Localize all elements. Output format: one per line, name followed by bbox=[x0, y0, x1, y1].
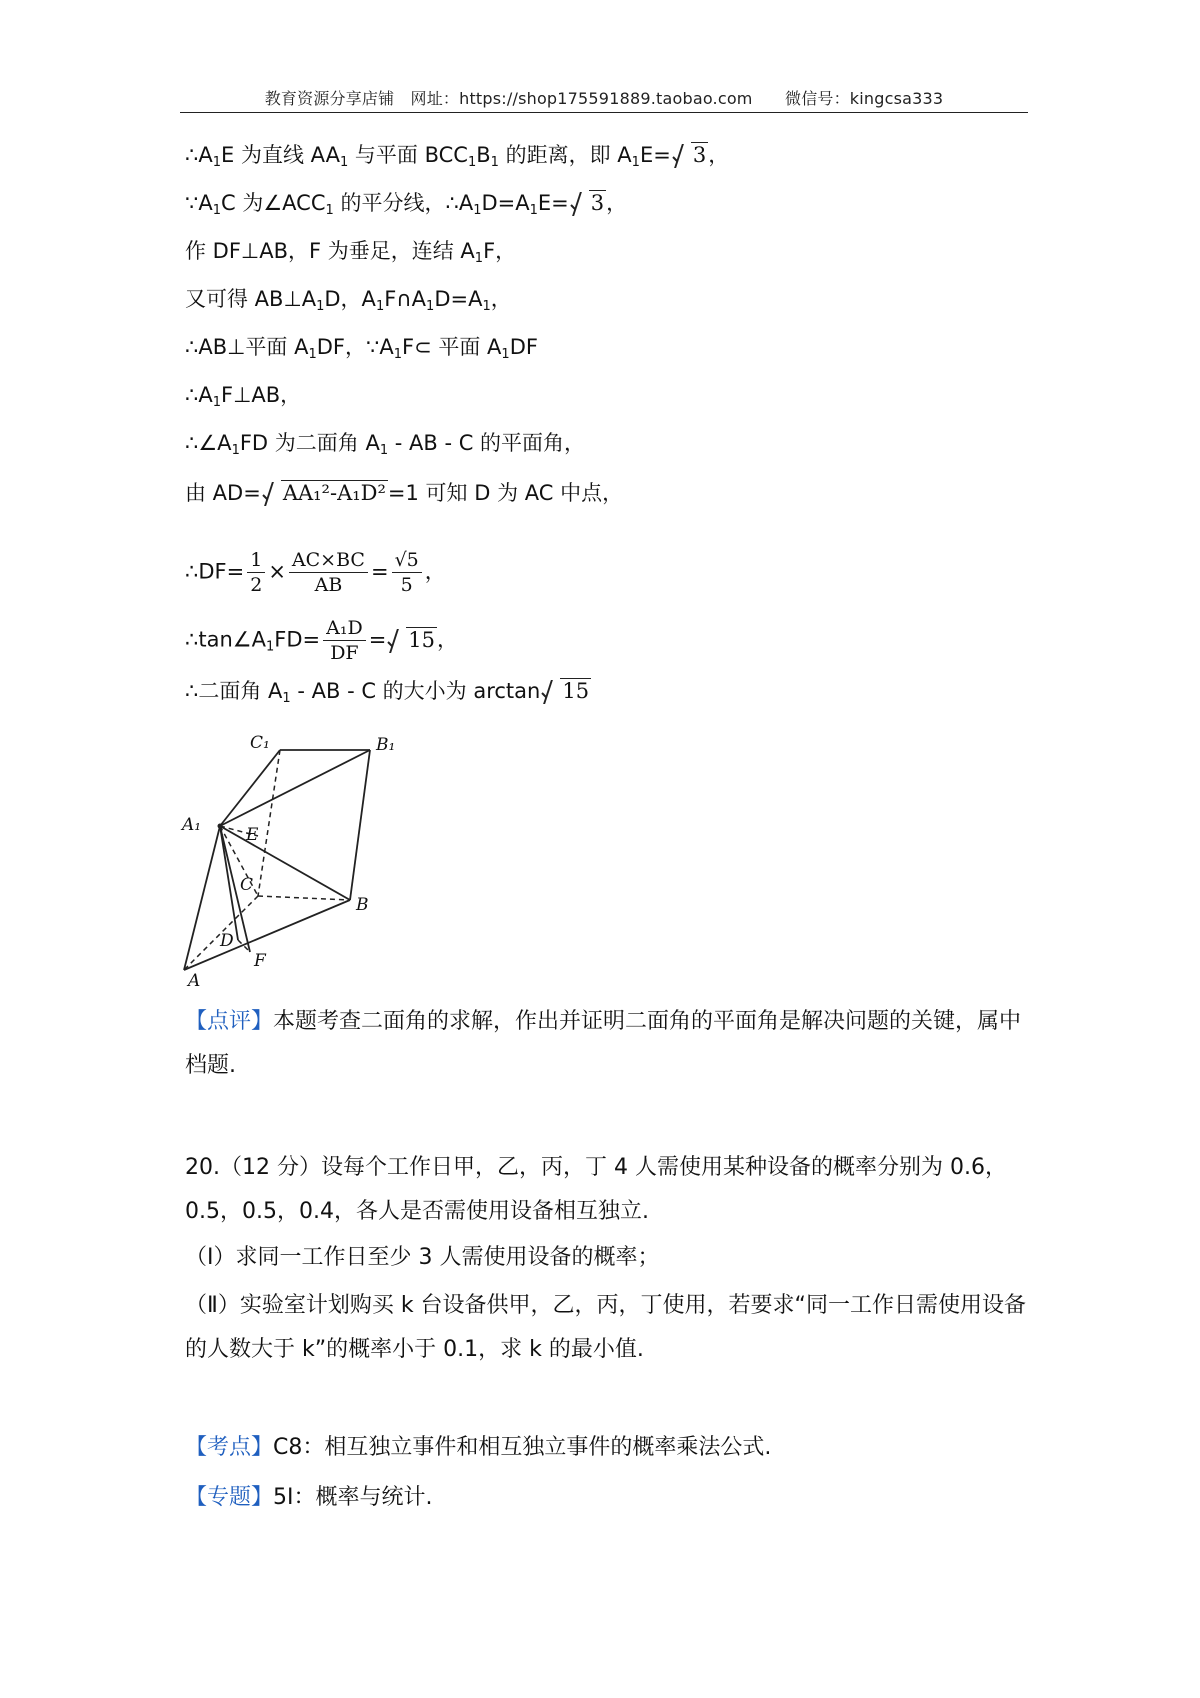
fraction-root5-5: $\frac{√5}{5}$ bbox=[392, 548, 422, 597]
proof-line-11: ∴二面角 $A_1$ - AB - C 的大小为 arctan 15 bbox=[185, 676, 591, 706]
label-e: E bbox=[246, 825, 259, 845]
comment-text: 本题考查二面角的求解，作出并证明二面角的平面角是解决问题的关键，属中档题. bbox=[185, 1009, 1022, 1078]
proof-line-1: $\therefore A_1E$ 为直线 $AA_1$ 与平面 $BCC_1B_1$ 的距离，即 $A_1E= 3$， bbox=[185, 140, 729, 170]
label-f: F bbox=[254, 951, 266, 971]
proof-line-2: $\because A_1C$ 为$\angle ACC_1$ 的平分线，$\therefore A_1D=A_1E= 3$， bbox=[185, 188, 627, 218]
label-d: D bbox=[220, 931, 234, 951]
fraction-half: $\frac{1}{2}$ bbox=[247, 548, 265, 597]
kaodian-text: C8：相互独立事件和相互独立事件的概率乘法公式. bbox=[273, 1435, 772, 1460]
proof-line-6: $\therefore A_1F\perp AB$， bbox=[185, 383, 302, 410]
sqrt-expression: AA₁²-A₁D² bbox=[263, 478, 388, 508]
label-b: B bbox=[356, 895, 369, 915]
zhuanti-tag: 【专题】 bbox=[185, 1485, 274, 1510]
label-a1: A₁ bbox=[182, 815, 202, 835]
proof-line-4: 又可得 $AB\perp A_1D$，$A_1F\cap A_1D=A_1$， bbox=[185, 287, 512, 314]
proof-line-5: ∴AB⊥平面 $A_1DF$，$\because A_1F\subset$ 平面 $A_1DF$ bbox=[185, 335, 538, 362]
sqrt-3: 3 bbox=[673, 140, 708, 170]
point-a1 bbox=[218, 824, 223, 829]
proof-line-7: $\therefore\angle A_1FD$ 为二面角 $A_1$ - AB - C 的平面角， bbox=[185, 431, 586, 458]
sqrt-15: 15 bbox=[388, 625, 437, 655]
proof-line-10: $\therefore\tan\angle A_1FD=$ $\frac{\text{A₁D}}{DF}$ = 15， bbox=[185, 617, 459, 664]
label-b1: B₁ bbox=[376, 735, 396, 755]
label-c: C bbox=[240, 875, 254, 895]
proof-line-9: ∴DF= $\frac{1}{2}$ × $\frac{AC\times BC}{AB}$ = $\frac{√5}{5}$ ， bbox=[185, 549, 446, 596]
edge-a-a1 bbox=[184, 826, 220, 970]
label-c1: C₁ bbox=[250, 733, 270, 753]
prism-figure bbox=[170, 728, 410, 990]
question-20-part-2: （Ⅱ）实验室计划购买 k 台设备供甲，乙，丙，丁使用，若要求“同一工作日需使用设备的人数大于 k”的概率小于 0.1，求 k 的最小值. bbox=[185, 1293, 1026, 1362]
label-a: A bbox=[188, 971, 201, 990]
edge-b1-b bbox=[350, 750, 370, 900]
comment-block bbox=[185, 1000, 1035, 1088]
edge-b-a bbox=[184, 900, 350, 970]
kaodian-block bbox=[185, 1426, 1035, 1470]
fraction-a1d-df: $\frac{\text{A₁D}}{DF}$ bbox=[323, 616, 366, 665]
sqrt-15: 15 bbox=[542, 676, 591, 706]
question-20-part-1: （Ⅰ）求同一工作日至少 3 人需使用设备的概率； bbox=[185, 1245, 660, 1270]
comment-tag: 【点评】 bbox=[185, 1009, 274, 1034]
proof-line-8: 由 AD= AA₁²-A₁D²=1 可知 D 为 AC 中点， bbox=[185, 478, 623, 508]
page-header: 教育资源分享店铺 网址：https://shop175591889.taobao.com 微信号：kingcsa333 bbox=[264, 89, 944, 108]
kaodian-tag: 【考点】 bbox=[185, 1435, 274, 1460]
zhuanti-text: 5I：概率与统计. bbox=[273, 1485, 433, 1510]
edge-c1-c bbox=[258, 750, 280, 896]
edge-a1-b1 bbox=[220, 750, 370, 826]
zhuanti-block bbox=[185, 1476, 1035, 1520]
edge-c-b bbox=[258, 896, 350, 900]
sqrt-3: 3 bbox=[571, 188, 606, 218]
question-20-stem: 20.（12 分）设每个工作日甲，乙，丙，丁 4 人需使用某种设备的概率分别为 0.6，0.5，0.5，0.4，各人是否需使用设备相互独立. bbox=[185, 1155, 1007, 1224]
header-rule bbox=[180, 112, 1028, 113]
proof-line-3: 作 DF⊥AB，F 为垂足，连结 $A_1F$， bbox=[185, 239, 517, 266]
fraction-ac-bc-ab: $\frac{AC\times BC}{AB}$ bbox=[289, 548, 368, 597]
